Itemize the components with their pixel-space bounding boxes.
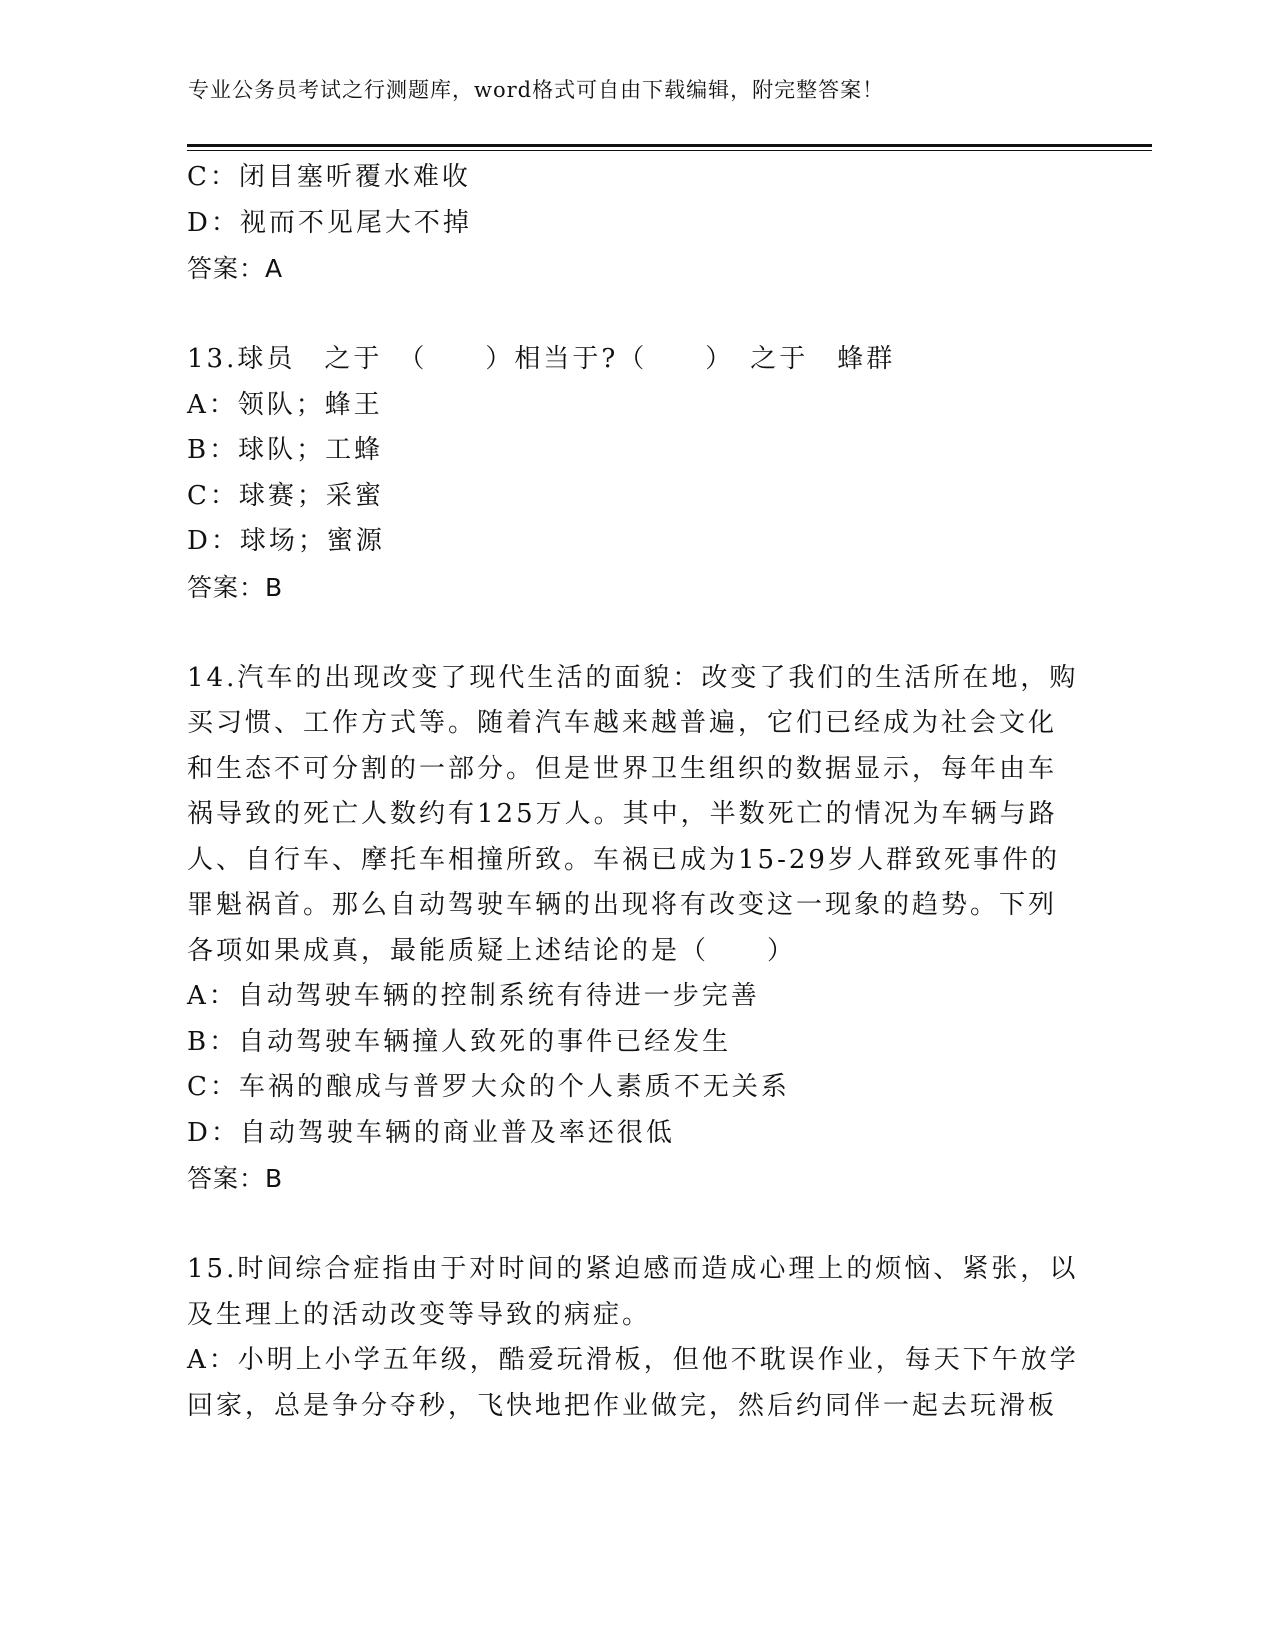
spacer xyxy=(187,292,1087,338)
option-a-line: 回家，总是争分夺秒，飞快地把作业做完，然后约同伴一起去玩滑板 xyxy=(187,1390,1058,1421)
page-header: 专业公务员考试之行测题库，word格式可自由下载编辑，附完整答案！ xyxy=(188,78,885,102)
option-c: C：球赛；采蜜 xyxy=(187,480,384,511)
question-15 xyxy=(187,1247,1087,1429)
option-d: D：视而不见尾大不掉 xyxy=(187,207,472,238)
question-stem-line: 人、自行车、摩托车相撞所致。车祸已成为15-29岁人群致死事件的 xyxy=(187,844,1060,875)
question-stem-line: 买习惯、工作方式等。随着汽车越来越普遍，它们已经成为社会文化 xyxy=(187,708,1058,738)
question-stem-line: 罪魁祸首。那么自动驾驶车辆的出现将有改变这一现象的趋势。下列 xyxy=(187,890,1058,920)
question-stem-line: 及生理上的活动改变等导致的病症。 xyxy=(187,1299,652,1330)
option-a-line: A：小明上小学五年级，酷爱玩滑板，但他不耽误作业，每天下午放学 xyxy=(187,1345,1079,1375)
question-stem-line: 15.时间综合症指由于对时间的紧迫感而造成心理上的烦恼、紧张，以 xyxy=(187,1254,1079,1284)
question-13 xyxy=(187,337,1087,610)
document-body xyxy=(187,155,1087,1429)
question-14 xyxy=(187,656,1087,1202)
question-stem-line: 祸导致的死亡人数约有125万人。其中，半数死亡的情况为车辆与路 xyxy=(187,799,1058,829)
option-a: A：领队；蜂王 xyxy=(187,389,383,420)
option-c: C：车祸的酿成与普罗大众的个人素质不无关系 xyxy=(187,1072,790,1102)
spacer xyxy=(187,610,1087,656)
option-b: B：自动驾驶车辆撞人致死的事件已经发生 xyxy=(187,1026,732,1057)
answer-line: 答案：B xyxy=(187,1164,284,1193)
spacer xyxy=(187,1202,1087,1248)
question-stem-line: 14.汽车的出现改变了现代生活的面貌：改变了我们的生活所在地，购 xyxy=(187,662,1079,693)
answer-line: 答案：B xyxy=(187,572,284,602)
question-stem-line: 和生态不可分割的一部分。但是世界卫生组织的数据显示，每年由车 xyxy=(187,753,1058,784)
question-12-tail xyxy=(187,155,1087,292)
option-c: C：闭目塞听覆水难收 xyxy=(187,162,471,192)
question-stem: 13.球员 之于 （ ）相当于?（ ） 之于 蜂群 xyxy=(187,344,896,374)
header-rule-thin xyxy=(187,150,1152,151)
answer-line: 答案：A xyxy=(187,254,284,283)
option-a: A：自动驾驶车辆的控制系统有待进一步完善 xyxy=(187,981,760,1011)
question-stem-line: 各项如果成真，最能质疑上述结论的是（ ） xyxy=(187,935,797,966)
header-rule-thick xyxy=(187,144,1152,147)
option-b: B：球队；工蜂 xyxy=(187,435,384,465)
option-d: D：自动驾驶车辆的商业普及率还很低 xyxy=(187,1117,675,1148)
option-d: D：球场；蜜源 xyxy=(187,526,385,556)
